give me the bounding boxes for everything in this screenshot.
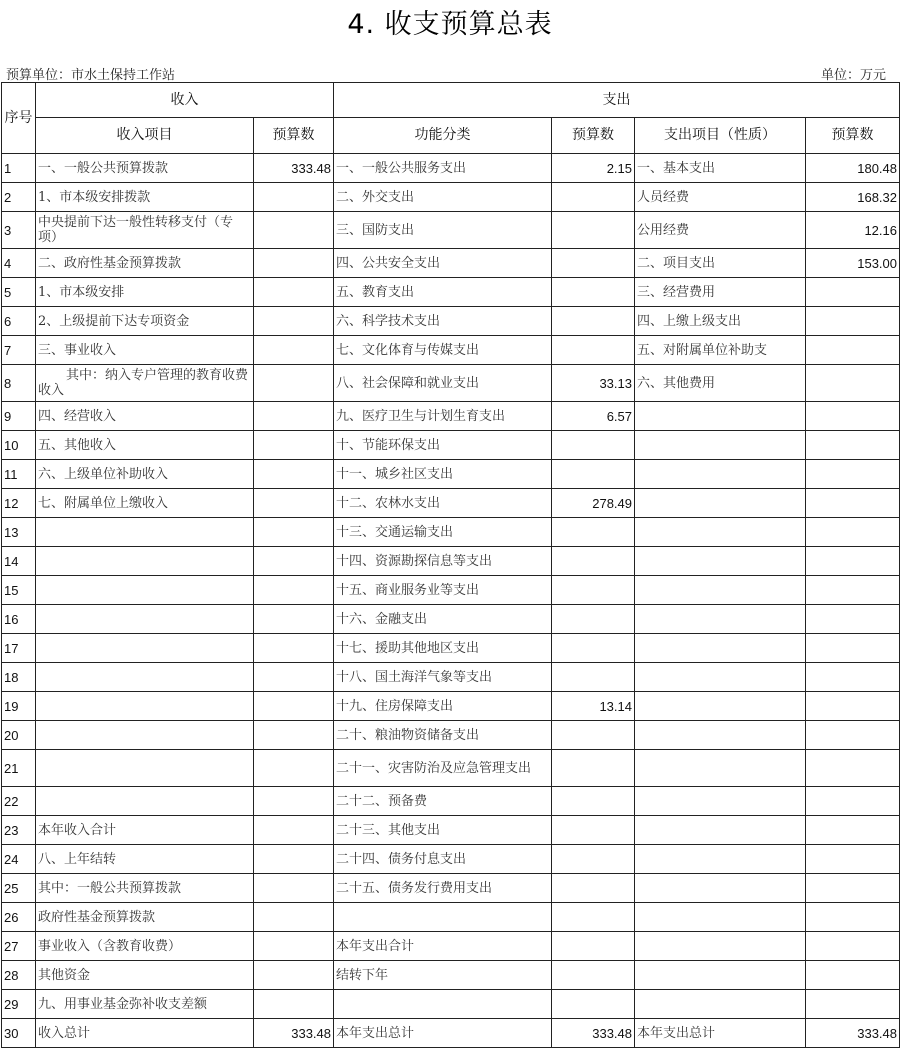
function-amount-cell bbox=[552, 874, 635, 903]
income-amount-cell bbox=[254, 212, 334, 249]
expense-item-cell bbox=[635, 990, 806, 1019]
expense-amount-cell bbox=[806, 336, 900, 365]
expense-item-cell: 四、上缴上级支出 bbox=[635, 307, 806, 336]
expense-amount-cell bbox=[806, 547, 900, 576]
expense-item-cell bbox=[635, 750, 806, 787]
function-category-cell: 二十三、其他支出 bbox=[334, 816, 552, 845]
income-item-cell bbox=[36, 634, 254, 663]
expense-item-cell bbox=[635, 816, 806, 845]
income-amount-cell bbox=[254, 750, 334, 787]
expense-amount-cell bbox=[806, 990, 900, 1019]
income-amount-cell bbox=[254, 460, 334, 489]
header-function-amount: 预算数 bbox=[552, 118, 635, 154]
function-amount-cell bbox=[552, 212, 635, 249]
function-category-cell: 结转下年 bbox=[334, 961, 552, 990]
function-category-cell bbox=[334, 990, 552, 1019]
function-category-cell: 十一、城乡社区支出 bbox=[334, 460, 552, 489]
expense-amount-cell bbox=[806, 787, 900, 816]
table-row bbox=[2, 874, 900, 903]
function-category-cell: 十二、农林水支出 bbox=[334, 489, 552, 518]
expense-item-cell: 人员经费 bbox=[635, 183, 806, 212]
income-item-cell: 五、其他收入 bbox=[36, 431, 254, 460]
function-amount-cell bbox=[552, 278, 635, 307]
expense-item-cell: 二、项目支出 bbox=[635, 249, 806, 278]
function-amount-cell bbox=[552, 576, 635, 605]
income-amount-cell: 333.48 bbox=[254, 154, 334, 183]
expense-amount-cell: 180.48 bbox=[806, 154, 900, 183]
function-amount-cell bbox=[552, 961, 635, 990]
row-index: 5 bbox=[2, 278, 36, 307]
row-index: 7 bbox=[2, 336, 36, 365]
row-index: 3 bbox=[2, 212, 36, 249]
function-category-cell: 十五、商业服务业等支出 bbox=[334, 576, 552, 605]
income-item-cell bbox=[36, 518, 254, 547]
function-amount-cell bbox=[552, 431, 635, 460]
table-row bbox=[2, 547, 900, 576]
expense-amount-cell bbox=[806, 903, 900, 932]
table-row bbox=[2, 845, 900, 874]
expense-amount-cell bbox=[806, 845, 900, 874]
function-amount-cell bbox=[552, 750, 635, 787]
table-row bbox=[2, 431, 900, 460]
income-amount-cell bbox=[254, 634, 334, 663]
table-row bbox=[2, 1019, 900, 1048]
income-item-cell: 八、上年结转 bbox=[36, 845, 254, 874]
function-category-cell: 本年支出总计 bbox=[334, 1019, 552, 1048]
expense-amount-cell bbox=[806, 489, 900, 518]
income-amount-cell bbox=[254, 576, 334, 605]
function-amount-cell: 33.13 bbox=[552, 365, 635, 402]
function-amount-cell bbox=[552, 307, 635, 336]
table-row bbox=[2, 605, 900, 634]
income-amount-cell bbox=[254, 431, 334, 460]
income-amount-cell bbox=[254, 183, 334, 212]
function-amount-cell bbox=[552, 547, 635, 576]
expense-item-cell: 公用经费 bbox=[635, 212, 806, 249]
row-index: 16 bbox=[2, 605, 36, 634]
income-item-cell bbox=[36, 750, 254, 787]
expense-amount-cell bbox=[806, 750, 900, 787]
expense-amount-cell bbox=[806, 605, 900, 634]
function-category-cell: 十八、国土海洋气象等支出 bbox=[334, 663, 552, 692]
function-category-cell: 十七、援助其他地区支出 bbox=[334, 634, 552, 663]
table-row bbox=[2, 932, 900, 961]
row-index: 4 bbox=[2, 249, 36, 278]
header-expense-group: 支出 bbox=[334, 83, 900, 118]
row-index: 29 bbox=[2, 990, 36, 1019]
table-row bbox=[2, 154, 900, 183]
function-category-cell: 二十二、预备费 bbox=[334, 787, 552, 816]
currency-unit-label: 单位：万元 bbox=[820, 68, 886, 83]
header-income-amount: 预算数 bbox=[254, 118, 334, 154]
function-amount-cell bbox=[552, 336, 635, 365]
income-amount-cell bbox=[254, 787, 334, 816]
table-row bbox=[2, 961, 900, 990]
income-item-cell: 1、市本级安排 bbox=[36, 278, 254, 307]
row-index: 12 bbox=[2, 489, 36, 518]
expense-item-cell bbox=[635, 518, 806, 547]
function-amount-cell bbox=[552, 845, 635, 874]
function-amount-cell bbox=[552, 460, 635, 489]
function-category-cell: 十九、住房保障支出 bbox=[334, 692, 552, 721]
function-amount-cell: 333.48 bbox=[552, 1019, 635, 1048]
page-title: 4. 收支预算总表 bbox=[347, 9, 553, 40]
budget-unit-label: 预算单位：市水土保持工作站 bbox=[6, 68, 176, 83]
income-item-cell: 四、经营收入 bbox=[36, 402, 254, 431]
row-index: 26 bbox=[2, 903, 36, 932]
income-item-cell: 事业收入（含教育收费） bbox=[36, 932, 254, 961]
income-item-cell: 收入总计 bbox=[36, 1019, 254, 1048]
budget-summary-table bbox=[1, 82, 900, 1048]
expense-amount-cell bbox=[806, 518, 900, 547]
income-amount-cell bbox=[254, 663, 334, 692]
income-item-cell bbox=[36, 721, 254, 750]
income-item-cell: 中央提前下达一般性转移支付（专项） bbox=[36, 212, 254, 249]
table-row bbox=[2, 634, 900, 663]
table-row bbox=[2, 307, 900, 336]
income-amount-cell bbox=[254, 721, 334, 750]
expense-item-cell bbox=[635, 402, 806, 431]
function-amount-cell: 13.14 bbox=[552, 692, 635, 721]
income-amount-cell bbox=[254, 692, 334, 721]
expense-amount-cell bbox=[806, 961, 900, 990]
header-income-group: 收入 bbox=[36, 83, 334, 118]
expense-item-cell bbox=[635, 874, 806, 903]
expense-amount-cell: 153.00 bbox=[806, 249, 900, 278]
row-index: 19 bbox=[2, 692, 36, 721]
function-category-cell: 十三、交通运输支出 bbox=[334, 518, 552, 547]
function-category-cell: 九、医疗卫生与计划生育支出 bbox=[334, 402, 552, 431]
row-index: 11 bbox=[2, 460, 36, 489]
row-index: 6 bbox=[2, 307, 36, 336]
expense-amount-cell bbox=[806, 663, 900, 692]
expense-item-cell bbox=[635, 634, 806, 663]
expense-amount-cell: 12.16 bbox=[806, 212, 900, 249]
income-item-cell: 政府性基金预算拨款 bbox=[36, 903, 254, 932]
income-amount-cell bbox=[254, 489, 334, 518]
income-item-cell bbox=[36, 576, 254, 605]
function-category-cell: 二十五、债务发行费用支出 bbox=[334, 874, 552, 903]
income-amount-cell: 333.48 bbox=[254, 1019, 334, 1048]
income-amount-cell bbox=[254, 402, 334, 431]
function-category-cell: 本年支出合计 bbox=[334, 932, 552, 961]
expense-amount-cell bbox=[806, 460, 900, 489]
row-index: 22 bbox=[2, 787, 36, 816]
income-item-cell: 九、用事业基金弥补收支差额 bbox=[36, 990, 254, 1019]
function-category-cell: 八、社会保障和就业支出 bbox=[334, 365, 552, 402]
function-category-cell: 三、国防支出 bbox=[334, 212, 552, 249]
expense-amount-cell bbox=[806, 402, 900, 431]
income-item-cell: 1、市本级安排拨款 bbox=[36, 183, 254, 212]
income-item-cell: 其他资金 bbox=[36, 961, 254, 990]
expense-item-cell bbox=[635, 692, 806, 721]
row-index: 25 bbox=[2, 874, 36, 903]
expense-amount-cell bbox=[806, 816, 900, 845]
row-index: 18 bbox=[2, 663, 36, 692]
function-amount-cell: 278.49 bbox=[552, 489, 635, 518]
expense-amount-cell bbox=[806, 721, 900, 750]
expense-item-cell bbox=[635, 663, 806, 692]
function-amount-cell bbox=[552, 721, 635, 750]
table-row bbox=[2, 460, 900, 489]
expense-item-cell bbox=[635, 576, 806, 605]
income-amount-cell bbox=[254, 336, 334, 365]
table-row bbox=[2, 365, 900, 402]
table-row bbox=[2, 402, 900, 431]
expense-item-cell bbox=[635, 605, 806, 634]
expense-item-cell: 一、基本支出 bbox=[635, 154, 806, 183]
expense-item-cell bbox=[635, 845, 806, 874]
function-amount-cell bbox=[552, 183, 635, 212]
function-amount-cell bbox=[552, 249, 635, 278]
expense-amount-cell bbox=[806, 365, 900, 402]
table-row bbox=[2, 278, 900, 307]
expense-item-cell bbox=[635, 787, 806, 816]
table-row bbox=[2, 212, 900, 249]
expense-amount-cell bbox=[806, 307, 900, 336]
table-row bbox=[2, 692, 900, 721]
table-row bbox=[2, 663, 900, 692]
row-index: 28 bbox=[2, 961, 36, 990]
function-amount-cell bbox=[552, 932, 635, 961]
income-item-cell bbox=[36, 787, 254, 816]
function-category-cell: 二十四、债务付息支出 bbox=[334, 845, 552, 874]
table-row bbox=[2, 721, 900, 750]
expense-amount-cell bbox=[806, 278, 900, 307]
income-item-cell: 七、附属单位上缴收入 bbox=[36, 489, 254, 518]
row-index: 30 bbox=[2, 1019, 36, 1048]
expense-item-cell: 五、对附属单位补助支 bbox=[635, 336, 806, 365]
table-row bbox=[2, 489, 900, 518]
table-row bbox=[2, 183, 900, 212]
expense-amount-cell bbox=[806, 576, 900, 605]
function-amount-cell bbox=[552, 518, 635, 547]
header-expense-item: 支出项目（性质） bbox=[635, 118, 806, 154]
function-category-cell bbox=[334, 903, 552, 932]
income-item-cell: 六、上级单位补助收入 bbox=[36, 460, 254, 489]
expense-amount-cell bbox=[806, 932, 900, 961]
row-index: 8 bbox=[2, 365, 36, 402]
row-index: 9 bbox=[2, 402, 36, 431]
income-amount-cell bbox=[254, 874, 334, 903]
row-index: 23 bbox=[2, 816, 36, 845]
income-amount-cell bbox=[254, 249, 334, 278]
row-index: 13 bbox=[2, 518, 36, 547]
expense-item-cell bbox=[635, 903, 806, 932]
header-function-category: 功能分类 bbox=[334, 118, 552, 154]
income-amount-cell bbox=[254, 903, 334, 932]
row-index: 1 bbox=[2, 154, 36, 183]
expense-item-cell bbox=[635, 460, 806, 489]
function-category-cell: 二十一、灾害防治及应急管理支出 bbox=[334, 750, 552, 787]
function-category-cell: 一、一般公共服务支出 bbox=[334, 154, 552, 183]
row-index: 10 bbox=[2, 431, 36, 460]
table-row bbox=[2, 787, 900, 816]
income-item-cell: 二、政府性基金预算拨款 bbox=[36, 249, 254, 278]
expense-item-cell: 六、其他费用 bbox=[635, 365, 806, 402]
row-index: 15 bbox=[2, 576, 36, 605]
expense-item-cell bbox=[635, 721, 806, 750]
table-row bbox=[2, 750, 900, 787]
table-row bbox=[2, 903, 900, 932]
income-amount-cell bbox=[254, 932, 334, 961]
table-row bbox=[2, 576, 900, 605]
income-amount-cell bbox=[254, 845, 334, 874]
function-category-cell: 二、外交支出 bbox=[334, 183, 552, 212]
income-amount-cell bbox=[254, 547, 334, 576]
header-index: 序号 bbox=[2, 83, 36, 154]
expense-item-cell bbox=[635, 431, 806, 460]
expense-item-cell bbox=[635, 961, 806, 990]
row-index: 20 bbox=[2, 721, 36, 750]
function-amount-cell: 2.15 bbox=[552, 154, 635, 183]
function-amount-cell bbox=[552, 605, 635, 634]
income-item-cell bbox=[36, 663, 254, 692]
table-row bbox=[2, 336, 900, 365]
function-amount-cell bbox=[552, 990, 635, 1019]
table-row bbox=[2, 816, 900, 845]
function-amount-cell bbox=[552, 903, 635, 932]
income-item-cell bbox=[36, 547, 254, 576]
income-item-cell bbox=[36, 605, 254, 634]
income-item-cell: 其中：纳入专户管理的教育收费收入 bbox=[36, 365, 254, 402]
expense-item-cell: 三、经营费用 bbox=[635, 278, 806, 307]
income-item-cell: 三、事业收入 bbox=[36, 336, 254, 365]
row-index: 27 bbox=[2, 932, 36, 961]
row-index: 2 bbox=[2, 183, 36, 212]
function-category-cell: 四、公共安全支出 bbox=[334, 249, 552, 278]
row-index: 14 bbox=[2, 547, 36, 576]
expense-amount-cell: 333.48 bbox=[806, 1019, 900, 1048]
income-amount-cell bbox=[254, 307, 334, 336]
table-row bbox=[2, 249, 900, 278]
header-income-item: 收入项目 bbox=[36, 118, 254, 154]
function-category-cell: 五、教育支出 bbox=[334, 278, 552, 307]
header-expense-amount: 预算数 bbox=[806, 118, 900, 154]
row-index: 24 bbox=[2, 845, 36, 874]
expense-amount-cell bbox=[806, 431, 900, 460]
expense-item-cell: 本年支出总计 bbox=[635, 1019, 806, 1048]
expense-item-cell bbox=[635, 547, 806, 576]
expense-amount-cell bbox=[806, 874, 900, 903]
row-index: 17 bbox=[2, 634, 36, 663]
function-amount-cell bbox=[552, 816, 635, 845]
function-category-cell: 十、节能环保支出 bbox=[334, 431, 552, 460]
income-item-cell: 本年收入合计 bbox=[36, 816, 254, 845]
income-amount-cell bbox=[254, 961, 334, 990]
row-index: 21 bbox=[2, 750, 36, 787]
income-amount-cell bbox=[254, 278, 334, 307]
expense-amount-cell bbox=[806, 634, 900, 663]
expense-amount-cell bbox=[806, 692, 900, 721]
income-amount-cell bbox=[254, 990, 334, 1019]
function-category-cell: 六、科学技术支出 bbox=[334, 307, 552, 336]
function-category-cell: 十六、金融支出 bbox=[334, 605, 552, 634]
function-amount-cell: 6.57 bbox=[552, 402, 635, 431]
income-item-cell: 一、一般公共预算拨款 bbox=[36, 154, 254, 183]
income-item-cell: 其中：一般公共预算拨款 bbox=[36, 874, 254, 903]
income-amount-cell bbox=[254, 816, 334, 845]
function-amount-cell bbox=[552, 663, 635, 692]
income-amount-cell bbox=[254, 365, 334, 402]
table-row bbox=[2, 990, 900, 1019]
function-amount-cell bbox=[552, 634, 635, 663]
expense-item-cell bbox=[635, 932, 806, 961]
expense-amount-cell: 168.32 bbox=[806, 183, 900, 212]
table-row bbox=[2, 518, 900, 547]
income-amount-cell bbox=[254, 518, 334, 547]
function-amount-cell bbox=[552, 787, 635, 816]
function-category-cell: 二十、粮油物资储备支出 bbox=[334, 721, 552, 750]
income-item-cell: 2、上级提前下达专项资金 bbox=[36, 307, 254, 336]
income-amount-cell bbox=[254, 605, 334, 634]
function-category-cell: 十四、资源勘探信息等支出 bbox=[334, 547, 552, 576]
function-category-cell: 七、文化体育与传媒支出 bbox=[334, 336, 552, 365]
expense-item-cell bbox=[635, 489, 806, 518]
income-item-cell bbox=[36, 692, 254, 721]
